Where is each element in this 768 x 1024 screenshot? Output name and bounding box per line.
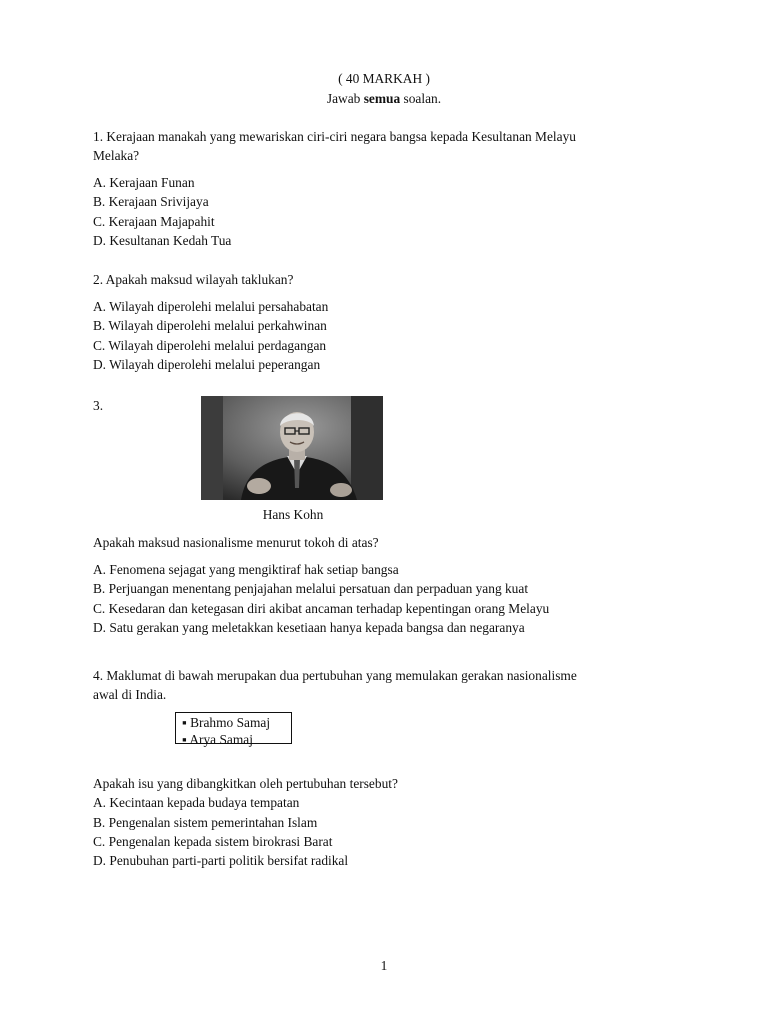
marks-heading: ( 40 MARKAH ) (338, 71, 430, 86)
option-4d: D. Penubuhan parti-parti politik bersifat radikal (93, 853, 349, 869)
option-3d: D. Satu gerakan yang meletakkan kesetiaan hanya kepada bangsa dan negaranya (93, 619, 525, 635)
option-1b: B. Kerajaan Srivijaya (93, 194, 209, 210)
instruction-bold: semua (363, 91, 401, 106)
question-4-stem-line1: 4. Maklumat di bawah merupakan dua pertubuhan yang memulakan gerakan nasionalisme (93, 668, 577, 683)
question-4 (93, 666, 673, 705)
question-1 (93, 127, 673, 166)
question-1-options (93, 173, 673, 250)
question-2-stem: 2. Apakah maksud wilayah taklukan? (93, 272, 294, 287)
box-item-brahmo-samaj: ▪ Brahmo Samaj (182, 715, 271, 730)
box-item-arya-samaj: ▪ Arya Samaj (182, 732, 253, 747)
option-3c: C. Kesedaran dan ketegasan diri akibat ancaman terhadap kepentingan orang Melayu (93, 600, 550, 616)
instruction-pre: Jawab (326, 91, 364, 106)
instruction-post: soalan. (400, 91, 442, 106)
page-number: 1 (380, 958, 388, 973)
question-3-stem: Apakah maksud nasionalisme menurut tokoh di atas? (93, 535, 379, 550)
question-1-stem-line1: 1. Kerajaan manakah yang mewariskan ciri-ciri negara bangsa kepada Kesultanan Melayu (93, 129, 576, 144)
option-1a: A. Kerajaan Funan (93, 175, 195, 190)
option-2c: C. Wilayah diperolehi melalui perdagangan (93, 337, 327, 353)
question-4-question-and-options (93, 774, 673, 870)
option-1d: D. Kesultanan Kedah Tua (93, 232, 232, 248)
option-2a: A. Wilayah diperolehi melalui persahabatan (93, 299, 329, 314)
option-4b: B. Pengenalan sistem pemerintahan Islam (93, 814, 318, 830)
question-4-question: Apakah isu yang dibangkitkan oleh pertubuhan tersebut? (93, 776, 398, 791)
question-2-options (93, 297, 673, 374)
question-4-stem-line2: awal di India. (93, 687, 167, 703)
option-3b: B. Perjuangan menentang penjajahan melalui persatuan dan perpaduan yang kuat (93, 581, 529, 597)
option-4c: C. Pengenalan kepada sistem birokrasi Barat (93, 833, 333, 849)
portrait-illustration (201, 396, 383, 500)
option-1c: C. Kerajaan Majapahit (93, 213, 215, 229)
question-3-options (93, 560, 673, 637)
option-2b: B. Wilayah diperolehi melalui perkahwinan (93, 318, 327, 334)
question-1-stem-line2: Melaka? (93, 148, 140, 164)
portrait-caption: Hans Kohn (262, 507, 324, 522)
option-4a: A. Kecintaan kepada budaya tempatan (93, 795, 300, 811)
organisations-box (175, 712, 292, 747)
question-3-number: 3. (93, 398, 104, 413)
instruction (0, 89, 768, 108)
option-3a: A. Fenomena sejagat yang mengiktiraf hak setiap bangsa (93, 562, 399, 577)
portrait-photo (201, 396, 383, 500)
option-2d: D. Wilayah diperolehi melalui peperangan (93, 356, 321, 372)
